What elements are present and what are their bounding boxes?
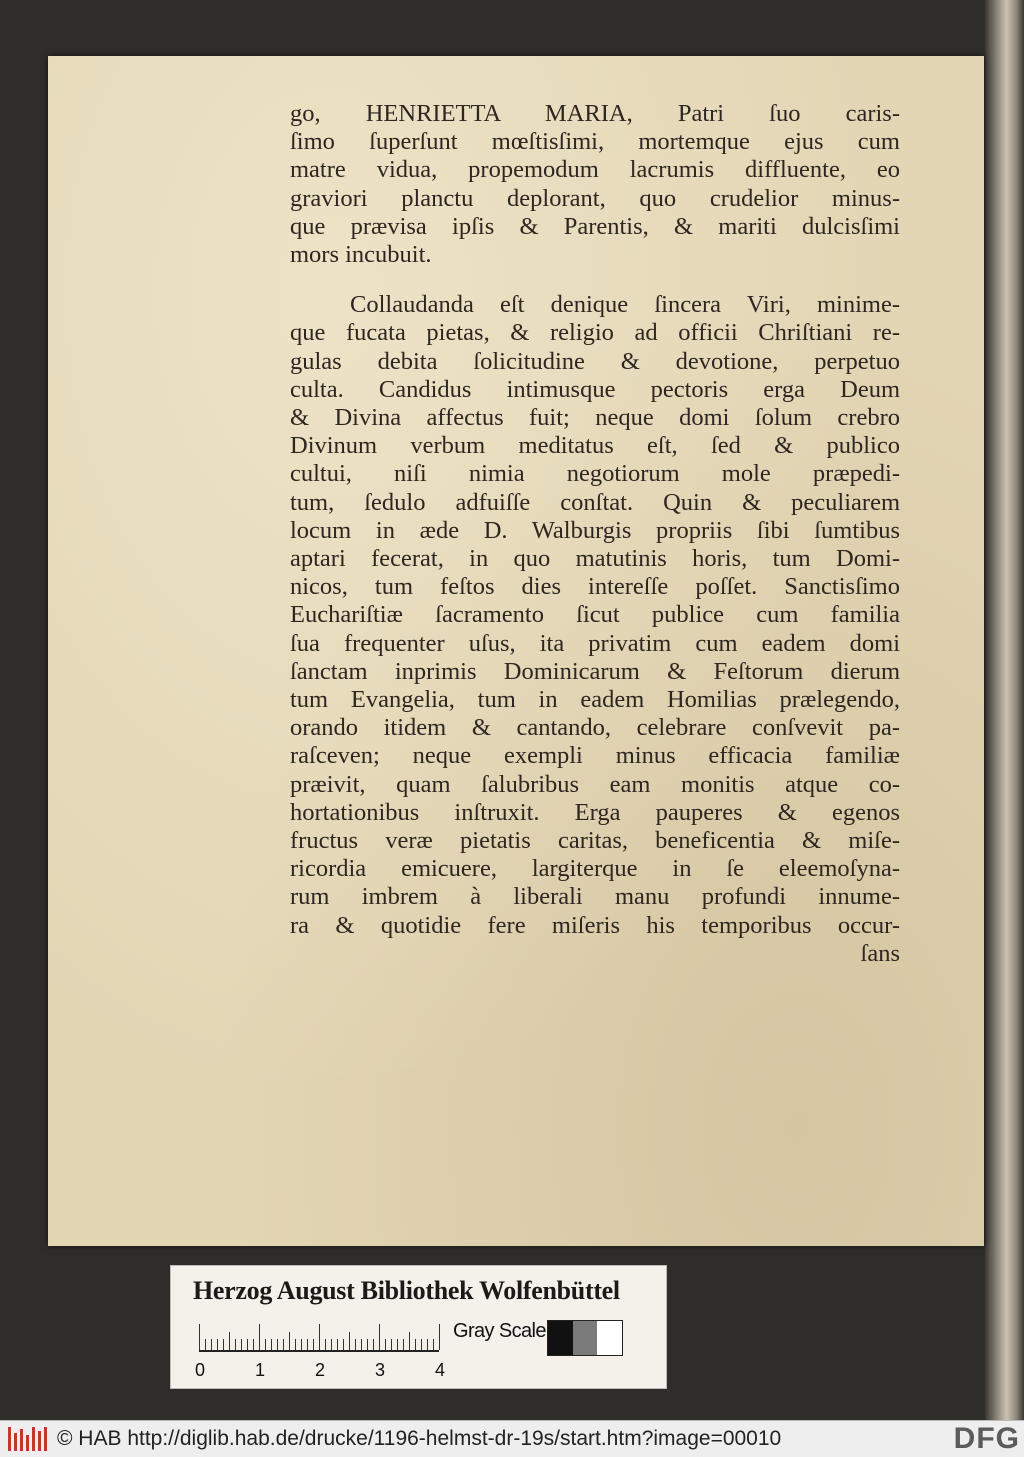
text-line: fructus veræ pietatis caritas, beneficentia & miſe- (290, 827, 900, 855)
ruler-tick (283, 1339, 284, 1350)
ruler-tick (319, 1324, 320, 1350)
text-line: tum Evangelia, tum in eadem Homilias prælegendo, (290, 686, 900, 714)
ruler-tick (313, 1339, 314, 1350)
gray-swatch (573, 1321, 598, 1355)
catchword: ſans (860, 939, 900, 967)
text-line: nicos, tum feſtos dies intereſſe poſſet. Sanctisſimo (290, 573, 900, 601)
text-line: culta. Candidus intimusque pectoris erga Deum (290, 375, 900, 403)
gray-swatch (597, 1321, 622, 1355)
text-line: ra & quotidie fere miſeris his temporibus occur- (290, 911, 900, 939)
library-label (170, 1265, 667, 1389)
ruler-tick (211, 1339, 212, 1350)
logo-bar (8, 1427, 11, 1451)
logo-bar (20, 1429, 23, 1451)
scanned-page (48, 56, 984, 1246)
paragraph-gap (290, 269, 900, 291)
text-line: Euchariſtiæ ſacramento ſicut publice cum familia (290, 601, 900, 629)
ruler-tick (361, 1339, 362, 1350)
ruler-tick (277, 1339, 278, 1350)
text-line: Collaudanda eſt denique ſincera Viri, minime- (350, 291, 900, 319)
ruler-tick (205, 1339, 206, 1350)
text-line: & Divina affectus fuit; neque domi ſolum crebro (290, 404, 900, 432)
logo-bar (32, 1427, 35, 1451)
ruler-tick (397, 1339, 398, 1350)
source-url[interactable]: © HAB http://diglib.hab.de/drucke/1196-helmst-dr-19s/start.htm?image=00010 (57, 1427, 782, 1450)
ruler-tick (235, 1339, 236, 1350)
text-line: go, HENRIETTA MARIA, Patri ſuo caris- (290, 100, 900, 127)
ruler-tick (259, 1324, 260, 1350)
ruler-tick (427, 1339, 428, 1350)
text-line: Divinum verbum meditatus eſt, ſed & publico (290, 432, 900, 460)
ruler-tick (325, 1339, 326, 1350)
text-line: graviori planctu deplorant, quo crudelior minus- (290, 184, 900, 212)
ruler-tick (253, 1339, 254, 1350)
ruler-tick (385, 1339, 386, 1350)
status-bar (0, 1420, 1024, 1457)
ruler-tick (403, 1339, 404, 1350)
paragraph-1 (290, 100, 900, 269)
dfg-logo: DFG (953, 1422, 1020, 1455)
ruler-tick (409, 1332, 410, 1350)
hab-bars-icon (8, 1427, 47, 1451)
page-text (290, 100, 900, 968)
book-spine (985, 0, 1024, 1420)
text-line: tum, ſedulo adfuiſſe conſtat. Quin & peculiarem (290, 488, 900, 516)
text-line: ſua frequenter uſus, ita privatim cum eadem domi (290, 629, 900, 657)
ruler-tick (307, 1339, 308, 1350)
logo-bar (14, 1433, 17, 1451)
ruler-tick (241, 1339, 242, 1350)
ruler-tick (295, 1339, 296, 1350)
ruler-tick (433, 1339, 434, 1350)
text-line: gulas debita ſolicitudine & devotione, perpetuo (290, 347, 900, 375)
text-line: ricordia emicuere, largiterque in ſe eleemoſyna- (290, 855, 900, 883)
ruler-tick (379, 1324, 380, 1350)
text-line: que prævisa ipſis & Parentis, & mariti dulcisſimi (290, 212, 900, 240)
text-line: cultui, niſi nimia negotiorum mole præpedi- (290, 460, 900, 488)
gray-swatch (548, 1321, 573, 1355)
ruler (199, 1322, 439, 1352)
ruler-number: 4 (435, 1360, 446, 1380)
ruler-tick (373, 1339, 374, 1350)
text-line: ſanctam inprimis Dominicarum & Feſtorum dierum (290, 657, 900, 685)
logo-bar (26, 1435, 29, 1451)
ruler-tick (415, 1339, 416, 1350)
text-line: hortationibus inſtruxit. Erga pauperes & egenos (290, 798, 900, 826)
ruler-number: 2 (315, 1360, 326, 1380)
text-line: orando itidem & cantando, celebrare conſvevit pa- (290, 714, 900, 742)
ruler-tick (247, 1339, 248, 1350)
ruler-tick (265, 1339, 266, 1350)
ruler-tick (331, 1339, 332, 1350)
text-line: mors incubuit. (290, 241, 432, 269)
ruler-tick (217, 1339, 218, 1350)
library-title: Herzog August Bibliothek Wolfenbüttel (193, 1276, 620, 1305)
text-line: raſceven; neque exempli minus efficacia familiæ (290, 742, 900, 770)
gray-scale-label: Gray Scale (453, 1320, 546, 1342)
ruler-tick (199, 1324, 200, 1350)
ruler-tick (367, 1339, 368, 1350)
ruler-tick (391, 1339, 392, 1350)
paragraph-2 (290, 291, 900, 940)
ruler-tick (337, 1339, 338, 1350)
ruler-tick (289, 1332, 290, 1350)
ruler-number: 3 (375, 1360, 386, 1380)
ruler-number: 0 (195, 1360, 206, 1380)
ruler-tick (439, 1324, 440, 1350)
ruler-tick (343, 1339, 344, 1350)
text-line: præivit, quam ſalubribus eam monitis atque co- (290, 770, 900, 798)
ruler-tick (271, 1339, 272, 1350)
gray-scale-swatches (547, 1320, 623, 1356)
text-line: que fucata pietas, & religio ad officii Chriſtiani re- (290, 319, 900, 347)
ruler-tick (223, 1339, 224, 1350)
ruler-tick (301, 1339, 302, 1350)
text-line: rum imbrem à liberali manu profundi innume- (290, 883, 900, 911)
logo-bar (44, 1427, 47, 1451)
ruler-tick (229, 1332, 230, 1350)
text-line: aptari fecerat, in quo matutinis horis, tum Domi- (290, 545, 900, 573)
text-line: matre vidua, propemodum lacrumis diffluente, eo (290, 156, 900, 184)
ruler-tick (355, 1339, 356, 1350)
ruler-tick (421, 1339, 422, 1350)
ruler-number: 1 (255, 1360, 266, 1380)
text-line: ſimo ſuperſunt mœſtisſimi, mortemque ejus cum (290, 128, 900, 156)
logo-bar (38, 1431, 41, 1451)
ruler-tick (349, 1332, 350, 1350)
text-line: locum in æde D. Walburgis propriis ſibi ſumtibus (290, 516, 900, 544)
